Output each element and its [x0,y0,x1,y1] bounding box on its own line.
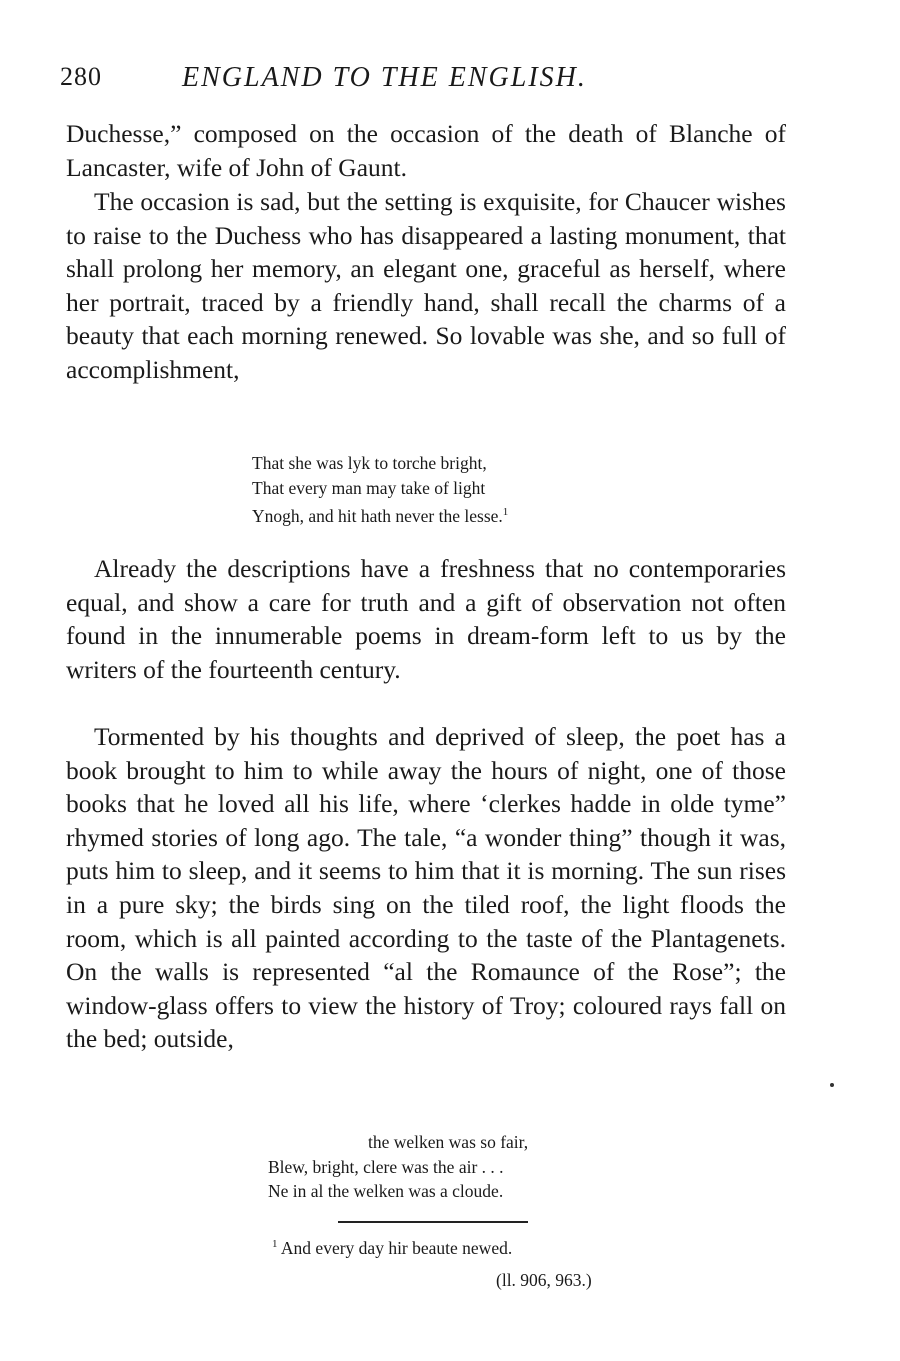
verse-line: That every man may take of light [252,477,486,498]
verse-quotation-1 [252,451,508,528]
footnote-text: And every day hir beaute newed. [280,1238,513,1258]
footnote-marker: 1 [502,506,509,518]
verse-line: That she was lyk to torche bright, [252,453,487,473]
paragraph-4: Tormented by his thoughts and deprived of sleep, the poet has a book brought to him to while away the hours of night, one of those books that he loved all his life, where ‘clerkes hadde in olde tyme” rhymed stories of long ago. The tale, “a wonder thing” though it was, puts him to sleep, and it seems to him that it is morning. The sun rises in a pure sky; the birds sing on the tiled roof, the light floods the room, which is all painted according to the taste of the Plantagenets. On the walls is represented “al the Romaunce of the Rose”; the window-glass offers to view the history of Troy; coloured rays fall on the bed; outside, [66,722,786,1054]
paragraph-3: Already the descriptions have a freshness that no contemporaries equal, and show a care for truth and a gift of observation not often found in the innumerable poems in dream-form left to us by the writers of the fourteenth century. [66,554,786,684]
running-title: ENGLAND TO THE ENGLISH. [182,62,587,93]
running-header [60,62,780,102]
footnote [272,1238,512,1259]
paragraph-1: Duchesse,” composed on the occasion of the death of Blanche of Lancaster, wife of John of Gaunt. [66,119,786,182]
paragraph-2: The occasion is sad, but the setting is exquisite, for Chaucer wishes to raise to the Duchess who has disappeared a lasting monument, that shall prolong her memory, an elegant one, graceful as herself, where her portrait, traced by a friendly hand, shall recall the charms of a beauty that each morning renewed. So lovable was she, and so full of accomplishment, [66,187,786,384]
verse-line: the welken was so fair, [368,1132,529,1152]
footnote-separator [338,1221,528,1223]
verse-quotation-2 [268,1130,608,1204]
footnote-mark: 1 [272,1238,278,1251]
margin-speck [830,1083,834,1087]
page-number: 280 [60,62,102,91]
verse-line: Blew, bright, clere was the air . . . [268,1156,504,1177]
verse-line: Ne in al the welken was a cloude. [268,1181,504,1201]
verse-line [252,500,508,528]
footnote-reference: (ll. 906, 963.) [496,1270,592,1290]
verse-line-text: Ynogh, and hit hath never the lesse. [252,505,503,526]
